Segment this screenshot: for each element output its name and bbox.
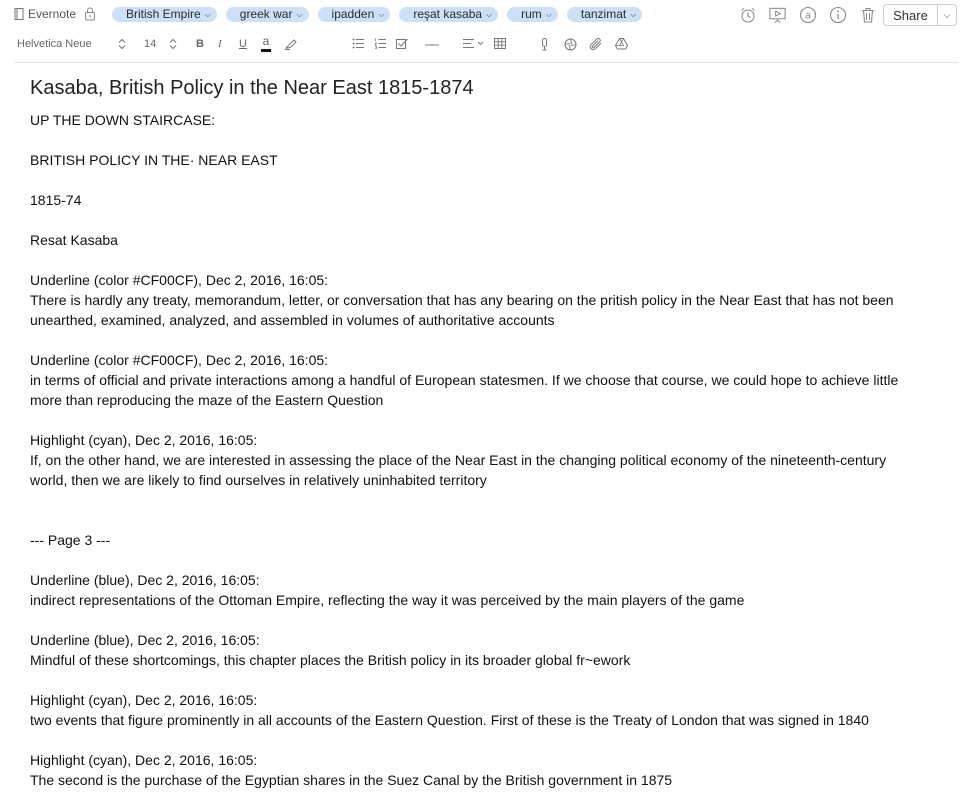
- note-line: The second is the purchase of the Egyptian shares in the Suez Canal by the British government in 1875: [30, 772, 673, 788]
- reminder-alarm-icon[interactable]: [738, 5, 757, 24]
- tag-label: ipadden: [331, 7, 375, 21]
- chevron-down-icon: ⌵: [630, 10, 637, 19]
- note-line: BRITISH POLICY IN THE· NEAR EAST: [30, 152, 278, 168]
- drive-icon[interactable]: [615, 38, 628, 50]
- italic-button[interactable]: I: [218, 38, 222, 50]
- note-line: [30, 210, 930, 230]
- note-title[interactable]: Kasaba, British Policy in the Near East 1815-1874: [30, 77, 474, 99]
- bulleted-list-icon[interactable]: [352, 38, 365, 49]
- chevron-down-icon: ⌵: [545, 10, 552, 19]
- at-mention-icon[interactable]: [798, 5, 817, 24]
- note-line: [30, 130, 930, 150]
- underline-button[interactable]: U: [239, 38, 247, 50]
- notebook-icon: [14, 8, 24, 20]
- chevron-down-icon: ⌵: [378, 10, 385, 19]
- tag-chip[interactable]: [399, 7, 498, 22]
- font-family-stepper-icon[interactable]: [118, 38, 126, 50]
- note-line: Highlight (cyan), Dec 2, 2016, 16:05:: [30, 432, 258, 448]
- bold-button[interactable]: B: [196, 38, 204, 50]
- note-line: [30, 490, 930, 510]
- lock-icon[interactable]: [84, 7, 96, 26]
- note-editor[interactable]: [30, 74, 930, 790]
- share-button-group: [883, 4, 957, 26]
- tag-label: reşat kasaba: [413, 7, 483, 21]
- font-size-value: 14: [144, 38, 157, 50]
- tag-chip[interactable]: [318, 7, 391, 22]
- horizontal-rule-icon[interactable]: [425, 44, 439, 46]
- tag-label: greek war: [239, 7, 293, 21]
- font-size-stepper-icon[interactable]: [169, 38, 177, 50]
- tag-label: rum: [521, 7, 542, 21]
- note-line: unearthed, examined, analyzed, and assembled in volumes of authoritative accounts: [30, 312, 555, 328]
- note-line: If, on the other hand, we are interested in assessing the place of the Near East in the changing political economy of the nineteenth-century: [30, 452, 887, 468]
- note-line: [30, 730, 930, 750]
- note-body[interactable]: [30, 110, 930, 790]
- chevron-down-icon: ⌵: [486, 10, 493, 19]
- formatting-toolbar: [0, 32, 962, 60]
- text-color-swatch: [261, 49, 271, 52]
- tag-chip[interactable]: [226, 7, 309, 22]
- tag-label: tanzimat: [580, 7, 627, 21]
- note-line: world, then we are likely to find ourselves in relatively uninhabited territory: [30, 472, 487, 488]
- note-header-bar: [0, 0, 962, 30]
- note-line: [30, 510, 930, 530]
- checkbox-icon[interactable]: [396, 38, 409, 50]
- note-line: [30, 330, 930, 350]
- note-line: There is hardly any treaty, memorandum, letter, or conversation that has any bearing on the pritish policy in the Near East that has not been: [30, 292, 894, 308]
- tag-chip[interactable]: [507, 7, 558, 22]
- info-icon[interactable]: [828, 5, 847, 24]
- note-line: Highlight (cyan), Dec 2, 2016, 16:05:: [30, 752, 258, 768]
- note-line: Underline (color #CF00CF), Dec 2, 2016, 16:05:: [30, 272, 329, 288]
- text-color-button[interactable]: [261, 35, 271, 52]
- alignment-icon[interactable]: [463, 38, 485, 49]
- note-line: UP THE DOWN STAIRCASE:: [30, 112, 216, 128]
- camera-shutter-icon[interactable]: [564, 38, 577, 51]
- note-line: 1815-74: [30, 192, 82, 208]
- highlighter-icon[interactable]: [284, 38, 298, 50]
- note-line: more than reproducing the maze of the Eastern Question: [30, 392, 384, 408]
- notebook-selector[interactable]: [14, 7, 76, 21]
- note-line: [30, 550, 930, 570]
- font-size-select[interactable]: [144, 38, 156, 50]
- note-line: Highlight (cyan), Dec 2, 2016, 16:05:: [30, 692, 258, 708]
- note-line: [30, 610, 930, 630]
- attachment-paperclip-icon[interactable]: [589, 38, 603, 51]
- share-dropdown-chevron-icon[interactable]: ⌵: [943, 9, 951, 20]
- toolbar-divider: [14, 62, 958, 63]
- tag-chip[interactable]: [567, 7, 642, 22]
- note-line: two events that figure prominently in all accounts of the Eastern Question. First of these is the Treaty of London that was signed in 1840: [30, 712, 869, 728]
- tag-label: British Empire: [126, 7, 201, 21]
- note-line: --- Page 3 ---: [30, 532, 111, 548]
- note-line: in terms of official and private interactions among a handful of European statesmen. If we choose that course, we could hope to achieve little: [30, 372, 899, 388]
- text-color-label: a: [262, 34, 270, 48]
- note-line: Underline (color #CF00CF), Dec 2, 2016, 16:05:: [30, 352, 329, 368]
- tag-chip[interactable]: [112, 7, 217, 22]
- note-line: Resat Kasaba: [30, 232, 118, 248]
- note-line: [30, 410, 930, 430]
- note-actions: [738, 5, 877, 24]
- note-line: [30, 170, 930, 190]
- numbered-list-icon[interactable]: [374, 38, 387, 49]
- chevron-down-icon: ⌵: [204, 10, 211, 19]
- microphone-icon[interactable]: [540, 38, 549, 51]
- note-line: [30, 250, 930, 270]
- svg-text:a: a: [804, 10, 811, 21]
- notebook-name: Evernote: [28, 7, 77, 21]
- share-button[interactable]: Share: [884, 5, 938, 25]
- note-line: [30, 670, 930, 690]
- present-icon[interactable]: [768, 5, 787, 24]
- note-line: Underline (blue), Dec 2, 2016, 16:05:: [30, 632, 260, 648]
- font-family-select[interactable]: [17, 38, 92, 50]
- note-line: indirect representations of the Ottoman Empire, reflecting the way it was perceived by the main players of the game: [30, 592, 745, 608]
- font-family-value: Helvetica Neue: [17, 38, 92, 50]
- tag-list: [112, 7, 642, 22]
- chevron-down-icon: ⌵: [296, 10, 303, 19]
- table-icon[interactable]: [494, 38, 506, 49]
- note-line: Mindful of these shortcomings, this chapter places the British policy in its broader global fr~ework: [30, 652, 631, 668]
- note-line: Underline (blue), Dec 2, 2016, 16:05:: [30, 572, 260, 588]
- trash-icon[interactable]: [858, 5, 877, 24]
